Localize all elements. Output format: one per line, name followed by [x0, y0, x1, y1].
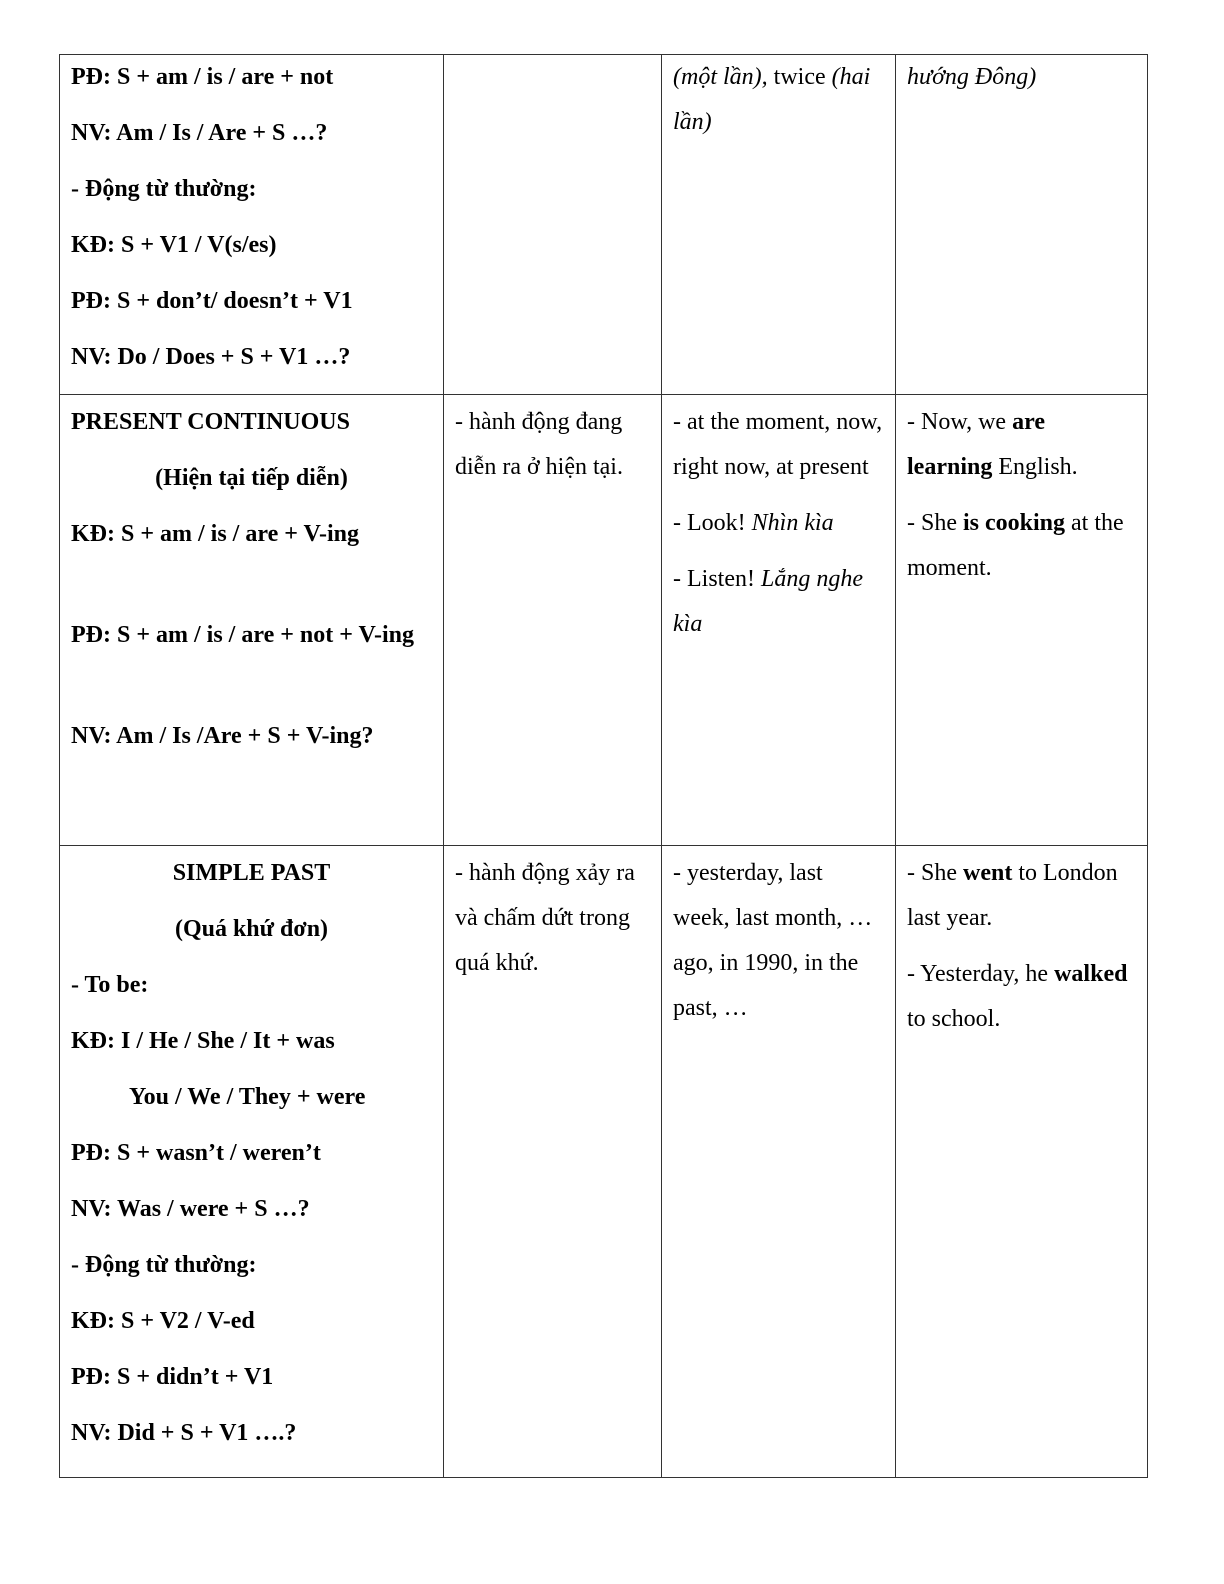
signal-cell — [662, 395, 896, 846]
tense-subtitle: (Quá khứ đơn) — [174, 916, 329, 942]
formula-line: PĐ: S + didn’t + V1 — [71, 1364, 274, 1390]
example-text: hướng Đông) — [907, 64, 1037, 90]
formula-line: - Động từ thường: — [71, 176, 257, 202]
formula-line: - To be: — [71, 972, 149, 998]
formula-line: PĐ: S + am / is / are + not — [71, 64, 334, 90]
signal-cell — [662, 846, 896, 1478]
example-cell — [896, 846, 1148, 1478]
usage-text: - hành động xảy ra và chấm dứt trong quá khứ. — [455, 860, 635, 976]
formula-line: NV: Was / were + S …? — [71, 1196, 310, 1222]
form-cell — [60, 395, 444, 846]
formula-line: NV: Do / Does + S + V1 …? — [71, 344, 351, 370]
formula-line: KĐ: S + V2 / V-ed — [71, 1308, 255, 1334]
example-text: - Now, we are learning English. — [907, 409, 1078, 480]
formula-line: - Động từ thường: — [71, 1252, 257, 1278]
usage-cell — [444, 846, 662, 1478]
form-cell — [60, 846, 444, 1478]
example-text: - Yesterday, he walked to school. — [907, 961, 1128, 1032]
tense-title: SIMPLE PAST — [172, 860, 331, 886]
formula-line: NV: Am / Is /Are + S + V-ing? — [71, 723, 374, 749]
formula-line: PĐ: S + am / is / are + not + V-ing — [71, 622, 415, 648]
usage-text: - hành động đang diễn ra ở hiện tại. — [455, 409, 623, 480]
example-text: - She is cooking at the moment. — [907, 510, 1124, 581]
formula-line: NV: Did + S + V1 ….? — [71, 1420, 297, 1446]
formula-line: You / We / They + were — [129, 1084, 366, 1110]
grammar-table — [59, 54, 1148, 1478]
example-cell — [896, 395, 1148, 846]
formula-line: PĐ: S + don’t/ doesn’t + V1 — [71, 288, 353, 314]
formula-line: KĐ: S + V1 / V(s/es) — [71, 232, 277, 258]
example-text: - She went to London last year. — [907, 860, 1118, 931]
formula-line: NV: Am / Is / Are + S …? — [71, 120, 328, 146]
tense-title: PRESENT CONTINUOUS — [71, 409, 350, 435]
tense-subtitle: (Hiện tại tiếp diễn) — [155, 465, 348, 491]
signal-text: - at the moment, now, right now, at present — [673, 409, 883, 480]
signal-text: - Look! Nhìn kìa — [673, 510, 834, 536]
example-cell — [896, 55, 1148, 395]
usage-cell — [444, 55, 662, 395]
form-cell — [60, 55, 444, 395]
table-row — [60, 846, 1148, 1478]
signal-text: - Listen! Lắng nghe kìa — [673, 566, 863, 637]
signal-text: - yesterday, last week, last month, …ago, in 1990, in the past, … — [673, 860, 873, 1021]
signal-text: (một lần), twice (hai lần) — [673, 64, 871, 135]
formula-line: KĐ: I / He / She / It + was — [71, 1028, 335, 1054]
formula-line: PĐ: S + wasn’t / weren’t — [71, 1140, 321, 1166]
table-row — [60, 395, 1148, 846]
table-row — [60, 55, 1148, 395]
formula-line: KĐ: S + am / is / are + V-ing — [71, 521, 360, 547]
usage-cell — [444, 395, 662, 846]
signal-cell — [662, 55, 896, 395]
